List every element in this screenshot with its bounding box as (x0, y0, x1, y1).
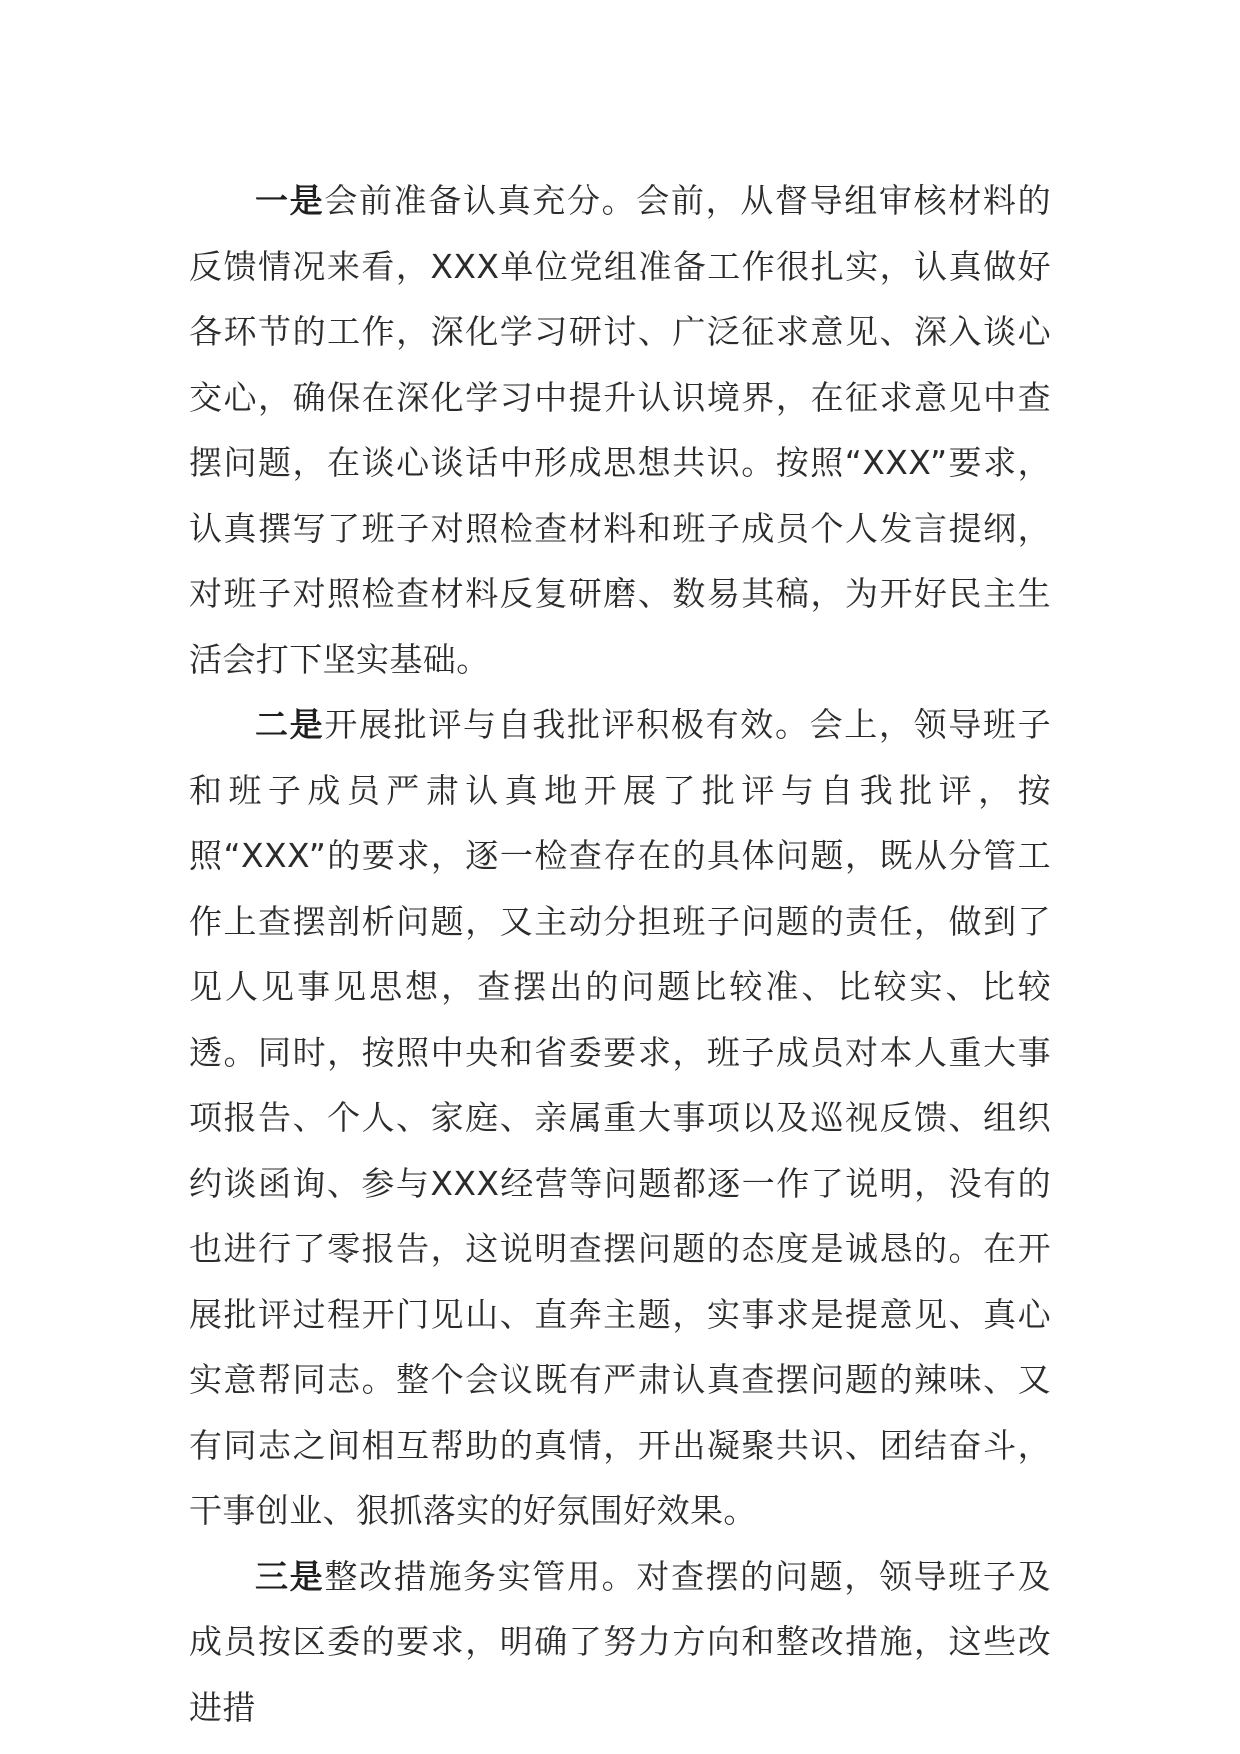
paragraph-1-text: 会前准备认真充分。会前，从督导组审核材料的反馈情况来看，XXX单位党组准备工作很扎实，认真做好各环节的工作，深化学习研讨、广泛征求意见、深入谈心交心，确保在深化学习中提升认识境界，在征求意见中查摆问题，在谈心谈话中形成思想共识。按照“XXX”要求，认真撰写了班子对照检查材料和班子成员个人发言提纲，对班子对照检查材料反复研磨、数易其稿，为开好民主生活会打下坚实基础。 (189, 181, 1051, 679)
document-body (189, 168, 1051, 1740)
paragraph-2-lead: 二是 (255, 705, 325, 744)
paragraph-3-text: 整改措施务实管用。对查摆的问题，领导班子及成员按区委的要求，明确了努力方向和整改措施，这些改进措 (189, 1556, 1051, 1727)
paragraph-1 (189, 168, 1051, 692)
paragraph-1-lead: 一是 (255, 181, 325, 220)
paragraph-2-text: 开展批评与自我批评积极有效。会上，领导班子和班子成员严肃认真地开展了批评与自我批评，按照“XXX”的要求，逐一检查存在的具体问题，既从分管工作上查摆剖析问题，又主动分担班子问题的责任，做到了见人见事见思想，查摆出的问题比较准、比较实、比较透。同时，按照中央和省委要求，班子成员对本人重大事项报告、个人、家庭、亲属重大事项以及巡视反馈、组织约谈函询、参与XXX经营等问题都逐一作了说明，没有的也进行了零报告，这说明查摆问题的态度是诚恳的。在开展批评过程开门见山、直奔主题，实事求是提意见、真心实意帮同志。整个会议既有严肃认真查摆问题的辣味、又有同志之间相互帮助的真情，开出凝聚共识、团结奋斗，干事创业、狠抓落实的好氛围好效果。 (189, 705, 1051, 1530)
paragraph-3 (189, 1544, 1051, 1741)
paragraph-2 (189, 692, 1051, 1544)
paragraph-3-lead: 三是 (255, 1556, 325, 1596)
